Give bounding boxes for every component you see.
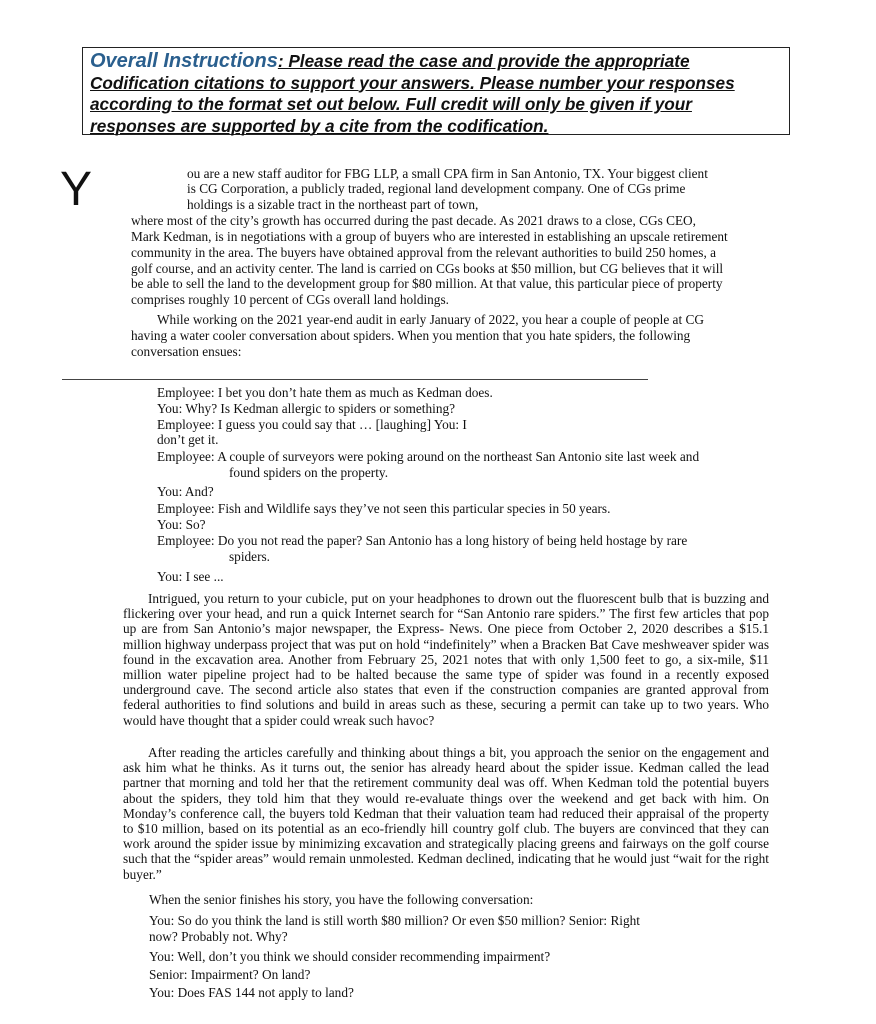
- paragraph-line: golf course, and an activity center. The land is carried on CGs books at $50 million, but CG believes that it will: [131, 261, 724, 276]
- dialogue-line: You: So do you think the land is still worth $80 million? Or even $50 million? Senior: Right: [149, 913, 640, 928]
- paragraph-line: conversation ensues:: [131, 344, 242, 359]
- dialogue-line: now? Probably not. Why?: [149, 929, 288, 944]
- story-paragraph-search: Intrigued, you return to your cubicle, put on your headphones to drown out the fluorescent bulb that is buzzing and flickering over your head, and run a quick Internet search for “San Antonio rare spiders.” The first few articles that pop up are from San Antonio’s major newspaper, the Express- News. One piece from October 2, 2020 describes a $15.1 million highway underpass project that was put on hold “indefinitely” when a Bracken Bat Cave meshweaver spider was found in the excavation area. Another from February 25, 2021 notes that with only 1,500 feet to go, a six-mile, $11 million water pipeline project had to be halted because the same type of spider was found in a recently exposed underground cave. The second article also states that even if the construction companies are granted approval from federal authorities to find solutions and build in areas such as these, securing a permit can take up to two years. Who would have thought that a spider could wreak such havoc?: [123, 591, 769, 728]
- drop-cap-letter: Y: [60, 163, 93, 216]
- dialogue-line: You: Why? Is Kedman allergic to spiders or something?: [157, 401, 456, 416]
- dialogue-line: found spiders on the property.: [229, 465, 389, 480]
- paragraph-line: community in the area. The buyers have obtained approval from the relevant authorities to build 250 homes, a: [131, 245, 717, 260]
- story-paragraph-senior: After reading the articles carefully and thinking about things a bit, you approach the senior on the engagement and ask him what he thinks. As it turns out, the senior has already heard about the spider issue. Kedman called the lead partner that morning and told her that the retirement community deal was off. When Kedman told the potential buyers about the spiders, they told him that they would re-evaluate things over the weekend and get back with him. On Monday’s conference call, the buyers told Kedman that their valuation team had reduced their appraisal of the property to $10 million, based on its potential as an eco-friendly hill country golf club. The buyers are convinced that they can work around the spider issue by minimizing excavation and strategically placing greens and fairways on the golf course such that the “spider areas” would remain unmolested. Kedman declined, indicating that he would just “wait for the right buyer.”: [123, 745, 769, 882]
- intro-line: is CG Corporation, a publicly traded, regional land development company. One of CGs prime: [187, 181, 686, 196]
- dialogue-line: Senior: Impairment? On land?: [149, 967, 311, 982]
- dialogue-line: don’t get it.: [157, 432, 219, 447]
- dialogue-line: You: So?: [157, 517, 206, 532]
- dialogue-line: You: And?: [157, 484, 214, 499]
- intro-line: ou are a new staff auditor for FBG LLP, a small CPA firm in San Antonio, TX. Your biggest client: [187, 166, 708, 181]
- dialogue-line: Employee: I bet you don’t hate them as much as Kedman does.: [157, 385, 493, 400]
- dialogue-line: Employee: A couple of surveyors were poking around on the northeast San Antonio site last week and: [157, 449, 700, 464]
- dialogue-line: You: I see ...: [157, 569, 224, 584]
- paragraph-line: where most of the city’s growth has occurred during the past decade. As 2021 draws to a close, CGs CEO,: [131, 213, 696, 228]
- instructions-body: : Please read the case and provide the appropriate Codification citations to support your answers. Please number your responses according to the format set out below. Full credit will only be given if your responses are supported by a cite from the codification.: [90, 51, 735, 136]
- dialogue-line: You: Does FAS 144 not apply to land?: [149, 985, 354, 1000]
- paragraph-line: While working on the 2021 year-end audit in early January of 2022, you hear a couple of people at CG: [157, 312, 704, 327]
- dialogue-line: Employee: Do you not read the paper? San Antonio has a long history of being held hostage by rare: [157, 533, 688, 548]
- instructions-box: [82, 47, 790, 135]
- paragraph-line: Mark Kedman, is in negotiations with a group of buyers who are interested in establishing an upscale retirement: [131, 229, 728, 244]
- dialogue-line: You: Well, don’t you think we should consider recommending impairment?: [149, 949, 551, 964]
- paragraph-line: having a water cooler conversation about spiders. When you mention that you hate spiders, the following: [131, 328, 691, 343]
- dialogue-line: Employee: Fish and Wildlife says they’ve not seen this particular species in 50 years.: [157, 501, 611, 516]
- intro-line: holdings is a sizable tract in the northeast part of town,: [187, 197, 479, 212]
- paragraph-line: be able to sell the land to the development group for $80 million. At that value, this particular piece of property: [131, 276, 723, 291]
- dialogue-line: Employee: I guess you could say that … [laughing] You: I: [157, 417, 467, 432]
- paragraph-line: comprises roughly 10 percent of CGs overall land holdings.: [131, 292, 449, 307]
- horizontal-rule: [62, 379, 648, 380]
- story-paragraph-finish: When the senior finishes his story, you have the following conversation:: [149, 892, 534, 907]
- dialogue-line: spiders.: [229, 549, 270, 564]
- instructions-title: Overall Instructions: [90, 50, 278, 72]
